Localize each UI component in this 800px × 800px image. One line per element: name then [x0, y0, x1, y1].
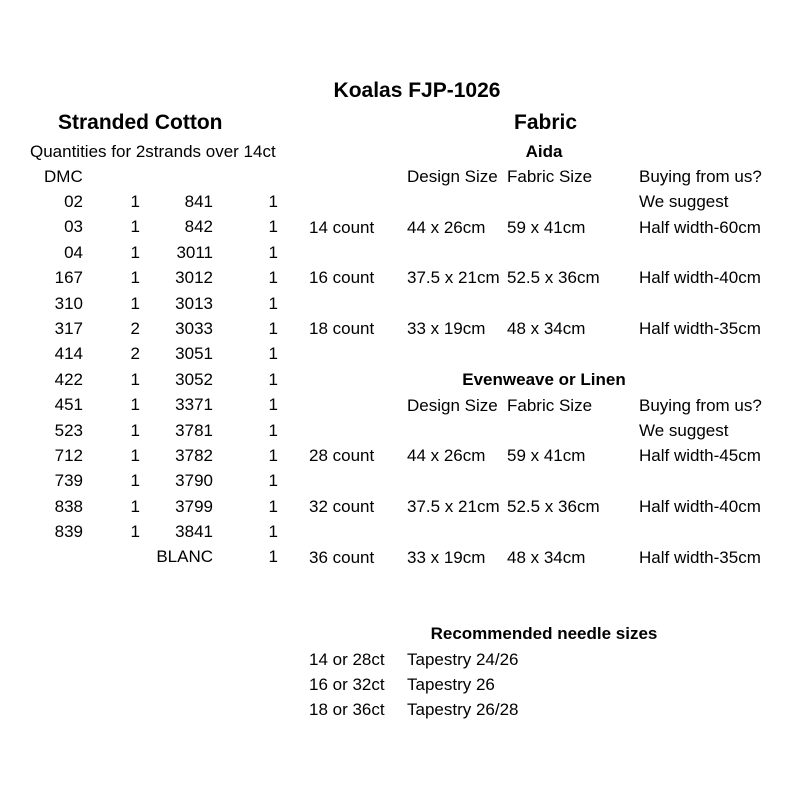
needle-row: [0, 700, 800, 720]
evenweave-suggest-label: We suggest: [639, 421, 729, 440]
aida-buying-header: Buying from us?: [639, 167, 762, 186]
design-size: 44 x 26cm: [407, 218, 486, 237]
aida-row: [0, 218, 800, 238]
fabric-size: 52.5 x 36cm: [507, 497, 600, 516]
needle-sizes-heading: Recommended needle sizes: [430, 624, 658, 643]
skein-qty: 2: [130, 318, 140, 338]
skein-qty: 1: [268, 293, 278, 313]
buy-suggestion: Half width-35cm: [639, 548, 761, 567]
dmc-code: 04: [64, 242, 83, 262]
evenweave-buying-header: Buying from us?: [639, 396, 762, 415]
fabric-size: 48 x 34cm: [507, 319, 586, 338]
skein-qty: 1: [268, 471, 278, 491]
dmc-code: 838: [54, 496, 83, 516]
aida-suggest-label: We suggest: [639, 192, 729, 211]
dmc-code: 3051: [175, 344, 213, 364]
needle-size: Tapestry 26/28: [407, 700, 519, 719]
dmc-code: 523: [54, 420, 83, 440]
dmc-code: 310: [54, 293, 83, 313]
thread-row: [0, 344, 300, 369]
skein-qty: 1: [130, 293, 140, 313]
aida-row: [0, 319, 800, 339]
dmc-code: 167: [54, 268, 83, 288]
skein-qty: 1: [268, 192, 278, 211]
needle-size: Tapestry 26: [407, 675, 495, 694]
dmc-code: 839: [54, 522, 83, 542]
design-size: 37.5 x 21cm: [407, 268, 500, 287]
skein-qty: 1: [268, 344, 278, 364]
skein-qty: 1: [268, 496, 278, 516]
page-title: Koalas FJP-1026: [333, 79, 501, 102]
dmc-code: 841: [184, 192, 213, 211]
thread-row: [0, 421, 300, 446]
fabric-size: 48 x 34cm: [507, 548, 586, 567]
thread-row: [0, 192, 300, 217]
needle-row: [0, 675, 800, 695]
skein-qty: 2: [130, 344, 140, 364]
fabric-count: 28 count: [309, 446, 375, 465]
design-size: 33 x 19cm: [407, 548, 486, 567]
skein-qty: 1: [130, 522, 140, 542]
skein-qty: 1: [268, 217, 278, 237]
fabric-size: 59 x 41cm: [507, 446, 586, 465]
dmc-code: 3371: [175, 395, 213, 415]
skein-qty: 1: [130, 471, 140, 491]
evenweave-design-size-header: Design Size: [407, 396, 498, 415]
dmc-code: 414: [54, 344, 83, 364]
quantities-note: Quantities for 2strands over 14ct: [30, 142, 276, 161]
skein-qty: 1: [268, 318, 278, 338]
brand-label: DMC: [44, 167, 83, 186]
dmc-code: 739: [54, 471, 83, 491]
skein-qty: 1: [268, 242, 278, 262]
needle-count: 18 or 36ct: [309, 700, 385, 719]
fabric-size: 52.5 x 36cm: [507, 268, 600, 287]
skein-qty: 1: [268, 369, 278, 389]
dmc-code: 3013: [175, 293, 213, 313]
needle-size: Tapestry 24/26: [407, 650, 519, 669]
aida-heading: Aida: [525, 142, 563, 161]
needle-count: 14 or 28ct: [309, 650, 385, 669]
buy-suggestion: Half width-35cm: [639, 319, 761, 338]
buy-suggestion: Half width-40cm: [639, 268, 761, 287]
fabric-count: 18 count: [309, 319, 375, 338]
dmc-code: BLANC: [156, 547, 213, 567]
design-size: 33 x 19cm: [407, 319, 486, 338]
skein-qty: 1: [268, 268, 278, 288]
dmc-code: 3781: [175, 420, 213, 440]
dmc-code: 3011: [176, 242, 213, 262]
buy-suggestion: Half width-40cm: [639, 497, 761, 516]
needle-count: 16 or 32ct: [309, 675, 385, 694]
buy-suggestion: Half width-60cm: [639, 218, 761, 237]
dmc-code: 3790: [175, 471, 213, 491]
dmc-code: 451: [54, 395, 83, 415]
thread-row: [0, 522, 300, 547]
dmc-code: 3782: [175, 445, 213, 465]
needle-row: [0, 650, 800, 670]
evenweave-row: [0, 446, 800, 466]
design-size: 44 x 26cm: [407, 446, 486, 465]
thread-row: [0, 294, 300, 319]
dmc-code: 3052: [175, 369, 213, 389]
dmc-code: 03: [64, 217, 83, 237]
skein-qty: 1: [130, 496, 140, 516]
skein-qty: 1: [268, 547, 278, 567]
evenweave-row: [0, 548, 800, 568]
skein-qty: 1: [130, 395, 140, 415]
dmc-code: 842: [184, 217, 213, 237]
dmc-code: 422: [54, 369, 83, 389]
dmc-code: 3033: [175, 318, 213, 338]
dmc-code: 712: [54, 445, 83, 465]
dmc-code: 317: [54, 318, 83, 338]
skein-qty: 1: [130, 268, 140, 288]
aida-column-headers: [0, 167, 800, 187]
dmc-code: 3012: [175, 268, 213, 288]
skein-qty: 1: [130, 369, 140, 389]
skein-qty: 1: [130, 192, 140, 211]
fabric-count: 16 count: [309, 268, 375, 287]
skein-qty: 1: [268, 522, 278, 542]
thread-row: [0, 243, 300, 268]
fabric-size: 59 x 41cm: [507, 218, 586, 237]
aida-fabric-size-header: Fabric Size: [507, 167, 593, 186]
dmc-code: 3841: [175, 522, 213, 542]
skein-qty: 1: [130, 445, 140, 465]
skein-qty: 1: [268, 420, 278, 440]
evenweave-fabric-size-header: Fabric Size: [507, 396, 593, 415]
fabric-heading: Fabric: [514, 111, 578, 134]
buy-suggestion: Half width-45cm: [639, 446, 761, 465]
fabric-count: 32 count: [309, 497, 375, 516]
skein-qty: 1: [130, 242, 140, 262]
design-size: 37.5 x 21cm: [407, 497, 500, 516]
thread-row: [0, 370, 300, 395]
fabric-count: 14 count: [309, 218, 375, 237]
skein-qty: 1: [268, 395, 278, 415]
fabric-count: 36 count: [309, 548, 375, 567]
dmc-code: 02: [64, 192, 83, 211]
skein-qty: 1: [130, 420, 140, 440]
thread-row: [0, 471, 300, 496]
dmc-code: 3799: [175, 496, 213, 516]
evenweave-heading: Evenweave or Linen: [462, 370, 626, 389]
aida-row: [0, 268, 800, 288]
skein-qty: 1: [130, 217, 140, 237]
aida-design-size-header: Design Size: [407, 167, 498, 186]
skein-qty: 1: [268, 445, 278, 465]
stranded-cotton-heading: Stranded Cotton: [58, 111, 223, 134]
evenweave-column-headers: [0, 396, 800, 416]
evenweave-row: [0, 497, 800, 517]
